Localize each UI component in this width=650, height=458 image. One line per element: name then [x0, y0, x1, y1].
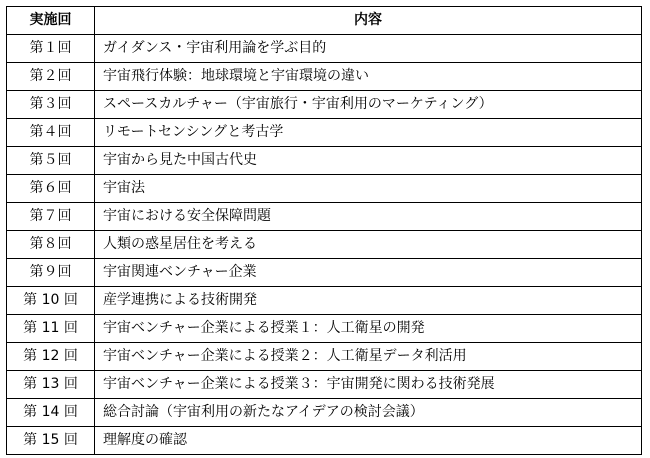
table-row: [7, 231, 642, 259]
session-content-cell: 宇宙ベンチャー企業による授業２：人工衛星データ利活用: [95, 343, 642, 371]
table-row: [7, 91, 642, 119]
table-row: [7, 203, 642, 231]
session-number-cell: 第３回: [7, 91, 95, 119]
table-row: [7, 315, 642, 343]
session-number-cell: 第 10 回: [7, 287, 95, 315]
session-content-cell: リモートセンシングと考古学: [95, 119, 642, 147]
session-number-cell: 第７回: [7, 203, 95, 231]
session-content-cell: 宇宙ベンチャー企業による授業３：宇宙開発に関わる技術発展: [95, 371, 642, 399]
table-row: [7, 427, 642, 455]
session-content-cell: 理解度の確認: [95, 427, 642, 455]
session-content-cell: 総合討論（宇宙利用の新たなアイデアの検討会議）: [95, 399, 642, 427]
table-row: [7, 287, 642, 315]
session-content-cell: 宇宙法: [95, 175, 642, 203]
table-row: [7, 371, 642, 399]
session-content-cell: 宇宙から見た中国古代史: [95, 147, 642, 175]
session-number-cell: 第４回: [7, 119, 95, 147]
session-number-cell: 第 15 回: [7, 427, 95, 455]
session-number-cell: 第９回: [7, 259, 95, 287]
session-content-cell: 産学連携による技術開発: [95, 287, 642, 315]
session-number-cell: 第 11 回: [7, 315, 95, 343]
session-content-cell: ガイダンス・宇宙利用論を学ぶ目的: [95, 35, 642, 63]
table-row: [7, 119, 642, 147]
session-number-cell: 第２回: [7, 63, 95, 91]
session-number-cell: 第５回: [7, 147, 95, 175]
table-row: [7, 63, 642, 91]
table-header-row: [7, 7, 642, 35]
session-content-cell: 宇宙関連ベンチャー企業: [95, 259, 642, 287]
session-number-cell: 第１回: [7, 35, 95, 63]
table-row: [7, 35, 642, 63]
session-content-cell: 宇宙飛行体験：地球環境と宇宙環境の違い: [95, 63, 642, 91]
table-row: [7, 399, 642, 427]
schedule-table: [6, 6, 642, 455]
header-content: 内容: [95, 7, 642, 35]
session-content-cell: 宇宙における安全保障問題: [95, 203, 642, 231]
session-content-cell: スペースカルチャー（宇宙旅行・宇宙利用のマーケティング）: [95, 91, 642, 119]
session-number-cell: 第８回: [7, 231, 95, 259]
session-content-cell: 人類の惑星居住を考える: [95, 231, 642, 259]
table-row: [7, 147, 642, 175]
table-row: [7, 259, 642, 287]
table-row: [7, 343, 642, 371]
session-number-cell: 第６回: [7, 175, 95, 203]
session-number-cell: 第 12 回: [7, 343, 95, 371]
session-number-cell: 第 13 回: [7, 371, 95, 399]
table-row: [7, 175, 642, 203]
header-session: 実施回: [7, 7, 95, 35]
session-content-cell: 宇宙ベンチャー企業による授業１：人工衛星の開発: [95, 315, 642, 343]
session-number-cell: 第 14 回: [7, 399, 95, 427]
